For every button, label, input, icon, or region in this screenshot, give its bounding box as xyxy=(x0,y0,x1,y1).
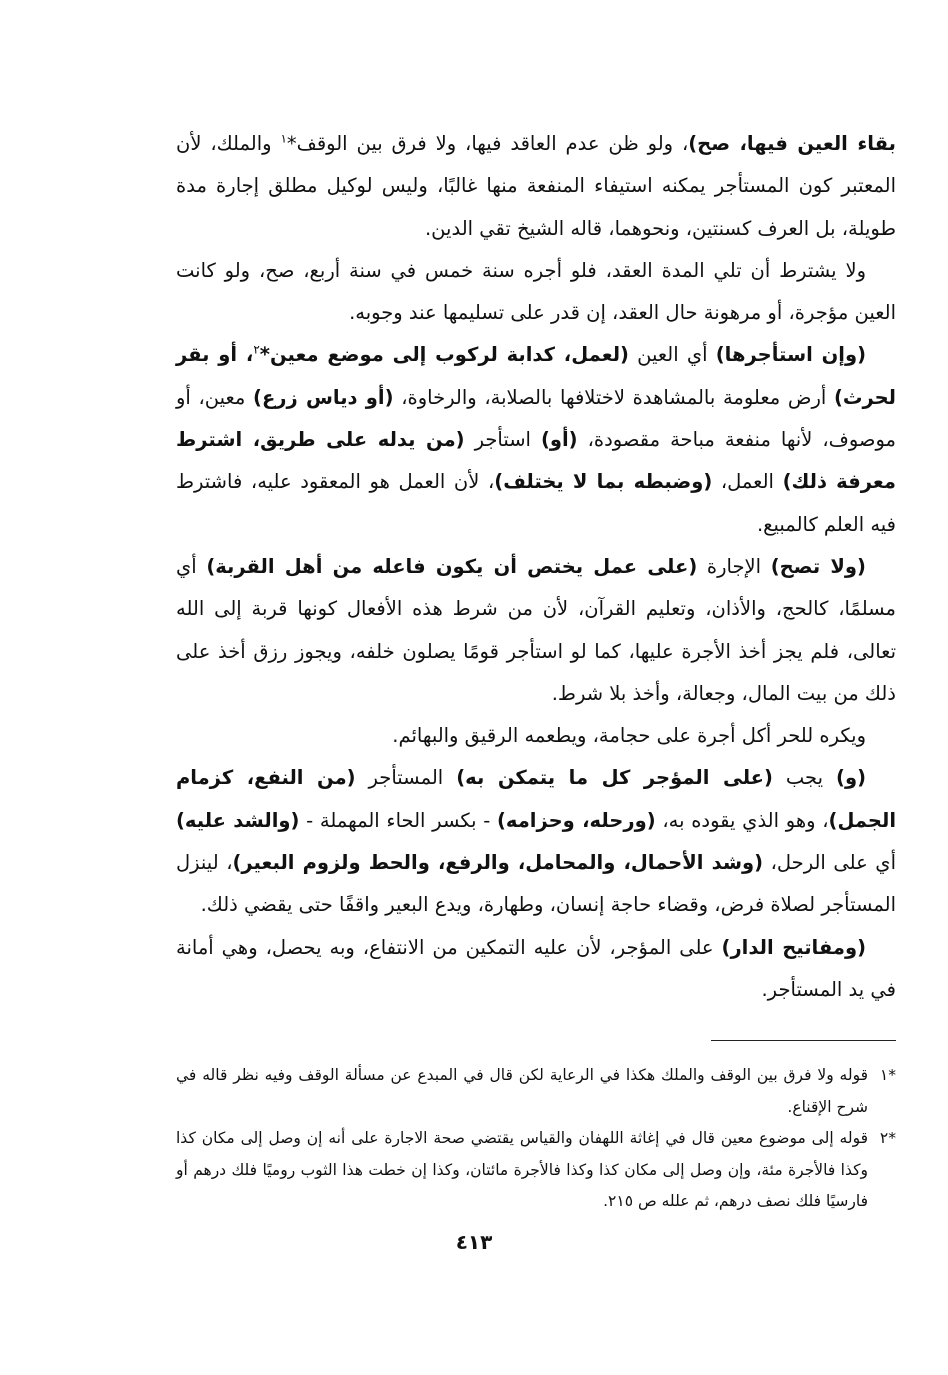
plain-text: معين، أو موصوف، لأنها منفعة مباحة مقصودة، xyxy=(176,385,896,452)
footnote-marker: *٢ xyxy=(879,1129,896,1147)
bold-text: (وإن استأجرها) xyxy=(715,343,866,367)
bold-text: (والشد عليه) xyxy=(176,808,300,832)
plain-text: ، وهو الذي يقوده به، xyxy=(655,808,829,832)
plain-text: أي مسلمًا، كالحج، والأذان، وتعليم القرآن، لأن من شرط هذه الأفعال كونها قربة إلى الله تعالى، فلم يجز أخذ الأجرة عليها، كما لو استأجر قومًا يصلون خلفه، ويجوز رزق أخذ على ذلك من بيت المال، وجعالة، وأخذ بلا شرط. xyxy=(176,554,896,705)
bold-text: (لعمل، كدابة لركوب إلى موضع معين* xyxy=(259,343,629,367)
plain-text: ، لينزل المستأجر لصلاة فرض، وقضاء حاجة إنسان، وطهارة، ويدع البعير واقفًا حتى يقضي ذلك. xyxy=(176,851,896,917)
page-number: ٤١٣ xyxy=(455,1230,493,1254)
paragraph-3 xyxy=(176,334,896,545)
plain-text: استأجر xyxy=(464,428,541,452)
footnote-2 xyxy=(176,1123,896,1218)
bold-text: (وضبطه بما لا يختلف) xyxy=(494,470,713,494)
bold-text: ، أو بقر لحرث) xyxy=(176,343,896,409)
paragraph-6 xyxy=(176,757,896,926)
footnote-text: قوله إلى موضوع معين قال في إغاثة اللهفان والقياس يقتضي صحة الاجارة على أنه إن وصل إلى مكان كذا وكذا فالأجرة مئة، وإن وصل إلى مكان كذا وكذا فالأجرة مائتان، وكذا إن خطت هذا الثوب روميًا فلك درهم أو فارسيًا فلك نصف درهم، ثم علله ص ٢١٥. xyxy=(176,1129,868,1210)
plain-text: والملك، لأن المعتبر كون المستأجر يمكنه استيفاء المنفعة منها غالبًا، وليس لوكيل مطلق إجارة مدة طويلة، بل العرف كسنتين، ونحوهما، قاله الشيخ تقي الدين. xyxy=(176,132,896,240)
plain-text: المستأجر xyxy=(355,766,457,790)
plain-text: - بكسر الحاء المهملة - xyxy=(299,808,497,832)
plain-text: الإجارة xyxy=(697,554,771,578)
plain-text: العمل، xyxy=(712,470,783,494)
footnote-1 xyxy=(176,1060,896,1123)
bold-text: (على المؤجر كل ما يتمكن به) xyxy=(456,766,773,790)
bold-text: (أو) xyxy=(540,428,578,452)
plain-text: يجب xyxy=(772,766,837,790)
plain-text: أي على الرحل، xyxy=(763,851,896,875)
bold-text: (على عمل يختص أن يكون فاعله من أهل القربة) xyxy=(206,554,698,578)
bold-text: بقاء العين فيها، صح) xyxy=(688,132,896,155)
paragraph-7 xyxy=(176,927,896,1012)
footnotes xyxy=(176,1060,896,1218)
plain-text: أرض معلومة بالمشاهدة لاختلافها بالصلابة، والرخاوة، xyxy=(393,385,834,409)
plain-text: أي العين xyxy=(628,343,716,367)
plain-text: على المؤجر، لأن عليه التمكين من الانتفاع، وبه يحصل، وهي أمانة في يد المستأجر. xyxy=(176,935,896,1001)
bold-text: (و) xyxy=(836,766,866,790)
bold-text: (ولا تصح) xyxy=(770,554,866,578)
footnote-separator xyxy=(711,1040,896,1041)
plain-text: ، لأن العمل هو المعقود عليه، فاشترط فيه العلم كالمبيع. xyxy=(176,470,896,536)
bold-text: (من النفع، كزمام الجمل) xyxy=(176,766,896,832)
paragraph-2: ولا يشترط أن تلي المدة العقد، فلو أجره سنة خمس في سنة أربع، صح، ولو كانت العين مؤجرة، أو مرهونة حال العقد، إن قدر على تسليمها عند وجوبه. xyxy=(176,258,896,325)
plain-text: ، ولو ظن عدم العاقد فيها، ولا فرق بين الوقف* xyxy=(286,132,689,155)
footnote-ref-2: ٢ xyxy=(253,342,260,357)
paragraph-1 xyxy=(176,123,896,250)
paragraph-5: ويكره للحر أكل أجرة على حجامة، ويطعمه الرقيق والبهائم. xyxy=(392,724,866,748)
bold-text: (أو دياس زرع) xyxy=(253,385,394,409)
footnote-ref-1: ١ xyxy=(280,131,287,146)
paragraph-4 xyxy=(176,546,896,715)
bold-text: (ورحله، وحزامه) xyxy=(497,808,656,832)
bold-text: (ومفاتيح الدار) xyxy=(721,935,866,959)
main-text xyxy=(176,123,896,1011)
footnote-text: قوله ولا فرق بين الوقف والملك هكذا في الرعاية لكن قال في المبدع عن مسألة الوقف وفيه نظر قاله في شرح الإقناع. xyxy=(176,1066,868,1116)
bold-text: (من يدله على طريق، اشترط معرفة ذلك) xyxy=(176,428,896,494)
bold-text: (وشد الأحمال، والمحامل، والرفع، والحط ولزوم البعير) xyxy=(232,851,764,875)
footnote-marker: *١ xyxy=(879,1066,896,1084)
